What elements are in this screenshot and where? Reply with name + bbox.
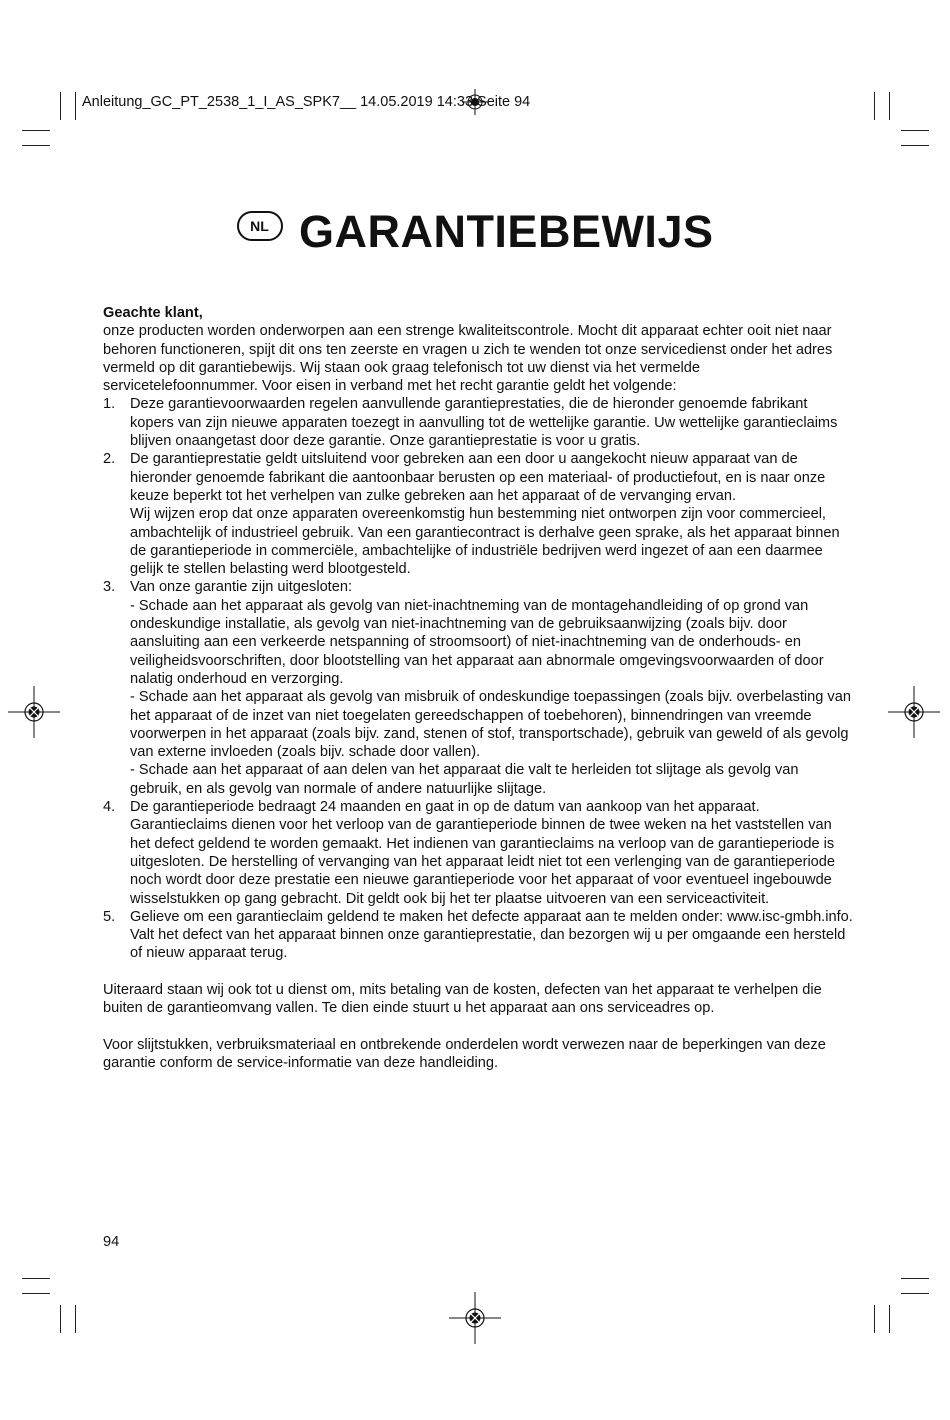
term-item [103,395,853,450]
crop-mark [22,1278,50,1279]
crop-mark [75,1305,76,1333]
crop-mark [901,130,929,131]
crop-mark [874,1305,875,1333]
term-paragraph: Van onze garantie zijn uitgesloten: [130,579,353,596]
crop-mark [22,130,50,131]
term-number: 4. [103,799,116,816]
term-item [103,450,853,578]
crop-mark [60,92,61,120]
term-paragraph: Wij wijzen erop dat onze apparaten overeenkomstig hun bestemming niet ontworpen zijn voor commercieel, ambachtelijk of industrieel gebruik. Van een garantiecontract is derhalve geen sprake, als het apparaat binnen de garantieperiode in commerciële, ambachtelijke of industriële bedrijven werd ingezet of aan een daarmee gelijk te stellen belasting werd blootgesteld. [130,506,840,578]
term-paragraph: - Schade aan het apparaat als gevolg van niet-inachtneming van de montagehandleiding of op grond van ondeskundige installatie, als gevolg van niet-inachtneming van de gebruiksaanwijzing (zoals bijv. door aansluiting aan een verkeerde netspanning of stroomsoort) of niet-inachtneming van de onderhouds- en veiligheidsvoorschriften, door blootstelling van het apparaat aan abnormale omgevingsvoorwaarden of door nalatig onderhoud en verzorging. [130,597,824,687]
crop-mark [22,1293,50,1294]
intro-paragraph: onze producten worden onderworpen aan een strenge kwaliteitscontrole. Mocht dit apparaat echter ooit niet naar behoren functioneren, spijt dit ons ten zeerste en vragen u zich te wenden tot onze servicedienst onder het adres vermeld op dit garantiebewijs. Wij staan ook graag telefonisch tot uw dienst via het vermelde servicetelefoonnummer. Voor eisen in verband met het recht garantie geldt het volgende: [103,323,833,395]
registration-mark-icon [449,1292,501,1344]
crop-mark [889,92,890,120]
terms-list [103,395,853,962]
greeting: Geachte klant, [103,305,203,321]
term-paragraph: - Schade aan het apparaat of aan delen van het apparaat die valt te herleiden tot slijtage als gevolg van gebruik, en als gevolg van normale of andere natuurlijke slijtage. [130,762,799,797]
term-number: 5. [103,908,116,925]
term-number: 3. [103,579,116,596]
crop-mark [75,92,76,120]
crop-mark [901,1278,929,1279]
closing-paragraph: Uiteraard staan wij ook tot u dienst om, mits betaling van de kosten, defecten van het apparaat te verhelpen die buiten de garantieomvang vallen. Te dien einde stuurt u het apparaat aan ons serviceadres op. [103,981,822,1017]
closing-paragraph: Voor slijtstukken, verbruiksmateriaal en ontbrekende onderdelen wordt verwezen naar de beperkingen van deze garantie conform de service-informatie van deze handleiding. [103,1036,826,1072]
term-paragraph: Deze garantievoorwaarden regelen aanvullende garantieprestaties, die de hieronder genoemde fabrikant kopers van zijn nieuwe apparaten toezegt in aanvulling tot de wettelijke garantie. Uw wettelijke garantieclaims blijven onaangetast door deze garantie. Onze garantieprestatie is voor u gratis. [130,396,838,450]
page-number: 94 [103,1234,120,1250]
language-badge: NL [237,211,283,241]
crop-mark [901,1293,929,1294]
term-number: 2. [103,451,116,468]
title-block [0,206,950,258]
page-title: GARANTIEBEWIJS [298,206,714,257]
crop-mark [889,1305,890,1333]
term-paragraph: De garantieperiode bedraagt 24 maanden en gaat in op de datum van aankoop van het apparaat. Garantieclaims dienen voor het verloop van de garantieperiode binnen de twee weken na het vaststellen van het defect geldend te worden gemaakt. Het indienen van garantieclaims na verloop van de garantieperiode is uitgesloten. De herstelling of vervanging van het apparaat leidt niet tot een verlenging van de garantieperiode noch wordt door deze prestatie een nieuwe garantieperiode voor het apparaat of voor eventueel ingebouwde wisselstukken op gang gebracht. Dit geldt ook bij het ter plaatse uitvoeren van een serviceactiviteit. [130,799,836,907]
crop-mark [22,145,50,146]
registration-mark-icon [888,686,940,738]
term-item [103,798,853,908]
term-paragraph: Gelieve om een garantieclaim geldend te maken het defecte apparaat aan te melden onder: www.isc-gmbh.info. Valt het defect van het apparaat binnen onze garantieprestatie, dan bezorgen wij u per omgaande een hersteld of nieuw apparaat terug. [130,908,853,962]
term-number: 1. [103,396,116,413]
term-item [103,908,853,963]
term-item [103,578,853,798]
term-paragraph: - Schade aan het apparaat als gevolg van misbruik of ondeskundige toepassingen (zoals bijv. overbelasting van het apparaat of de inzet van niet toegelaten gereedschappen of toebehoren), binnendringen van vreemde voorwerpen in het apparaat (zoals bijv. zand, stenen of stof, transportschade), gebruik van geweld of als gevolg van externe invloeden (zoals bijv. schade door vallen). [130,689,851,761]
crop-mark [60,1305,61,1333]
crop-mark [901,145,929,146]
print-slug-line: Anleitung_GC_PT_2538_1_I_AS_SPK7__ 14.05.2019 14:33 Seite 94 [82,94,531,110]
crop-mark [874,92,875,120]
warranty-text [103,304,853,1072]
term-paragraph: De garantieprestatie geldt uitsluitend voor gebreken aan een door u aangekocht nieuw apparaat van de hieronder genoemde fabrikant die aantoonbaar berusten op een materiaal- of productiefout, en is naar onze keuze beperkt tot het verhelpen van zulke gebreken aan het apparaat of de vervanging ervan. [130,451,826,504]
registration-mark-icon [8,686,60,738]
